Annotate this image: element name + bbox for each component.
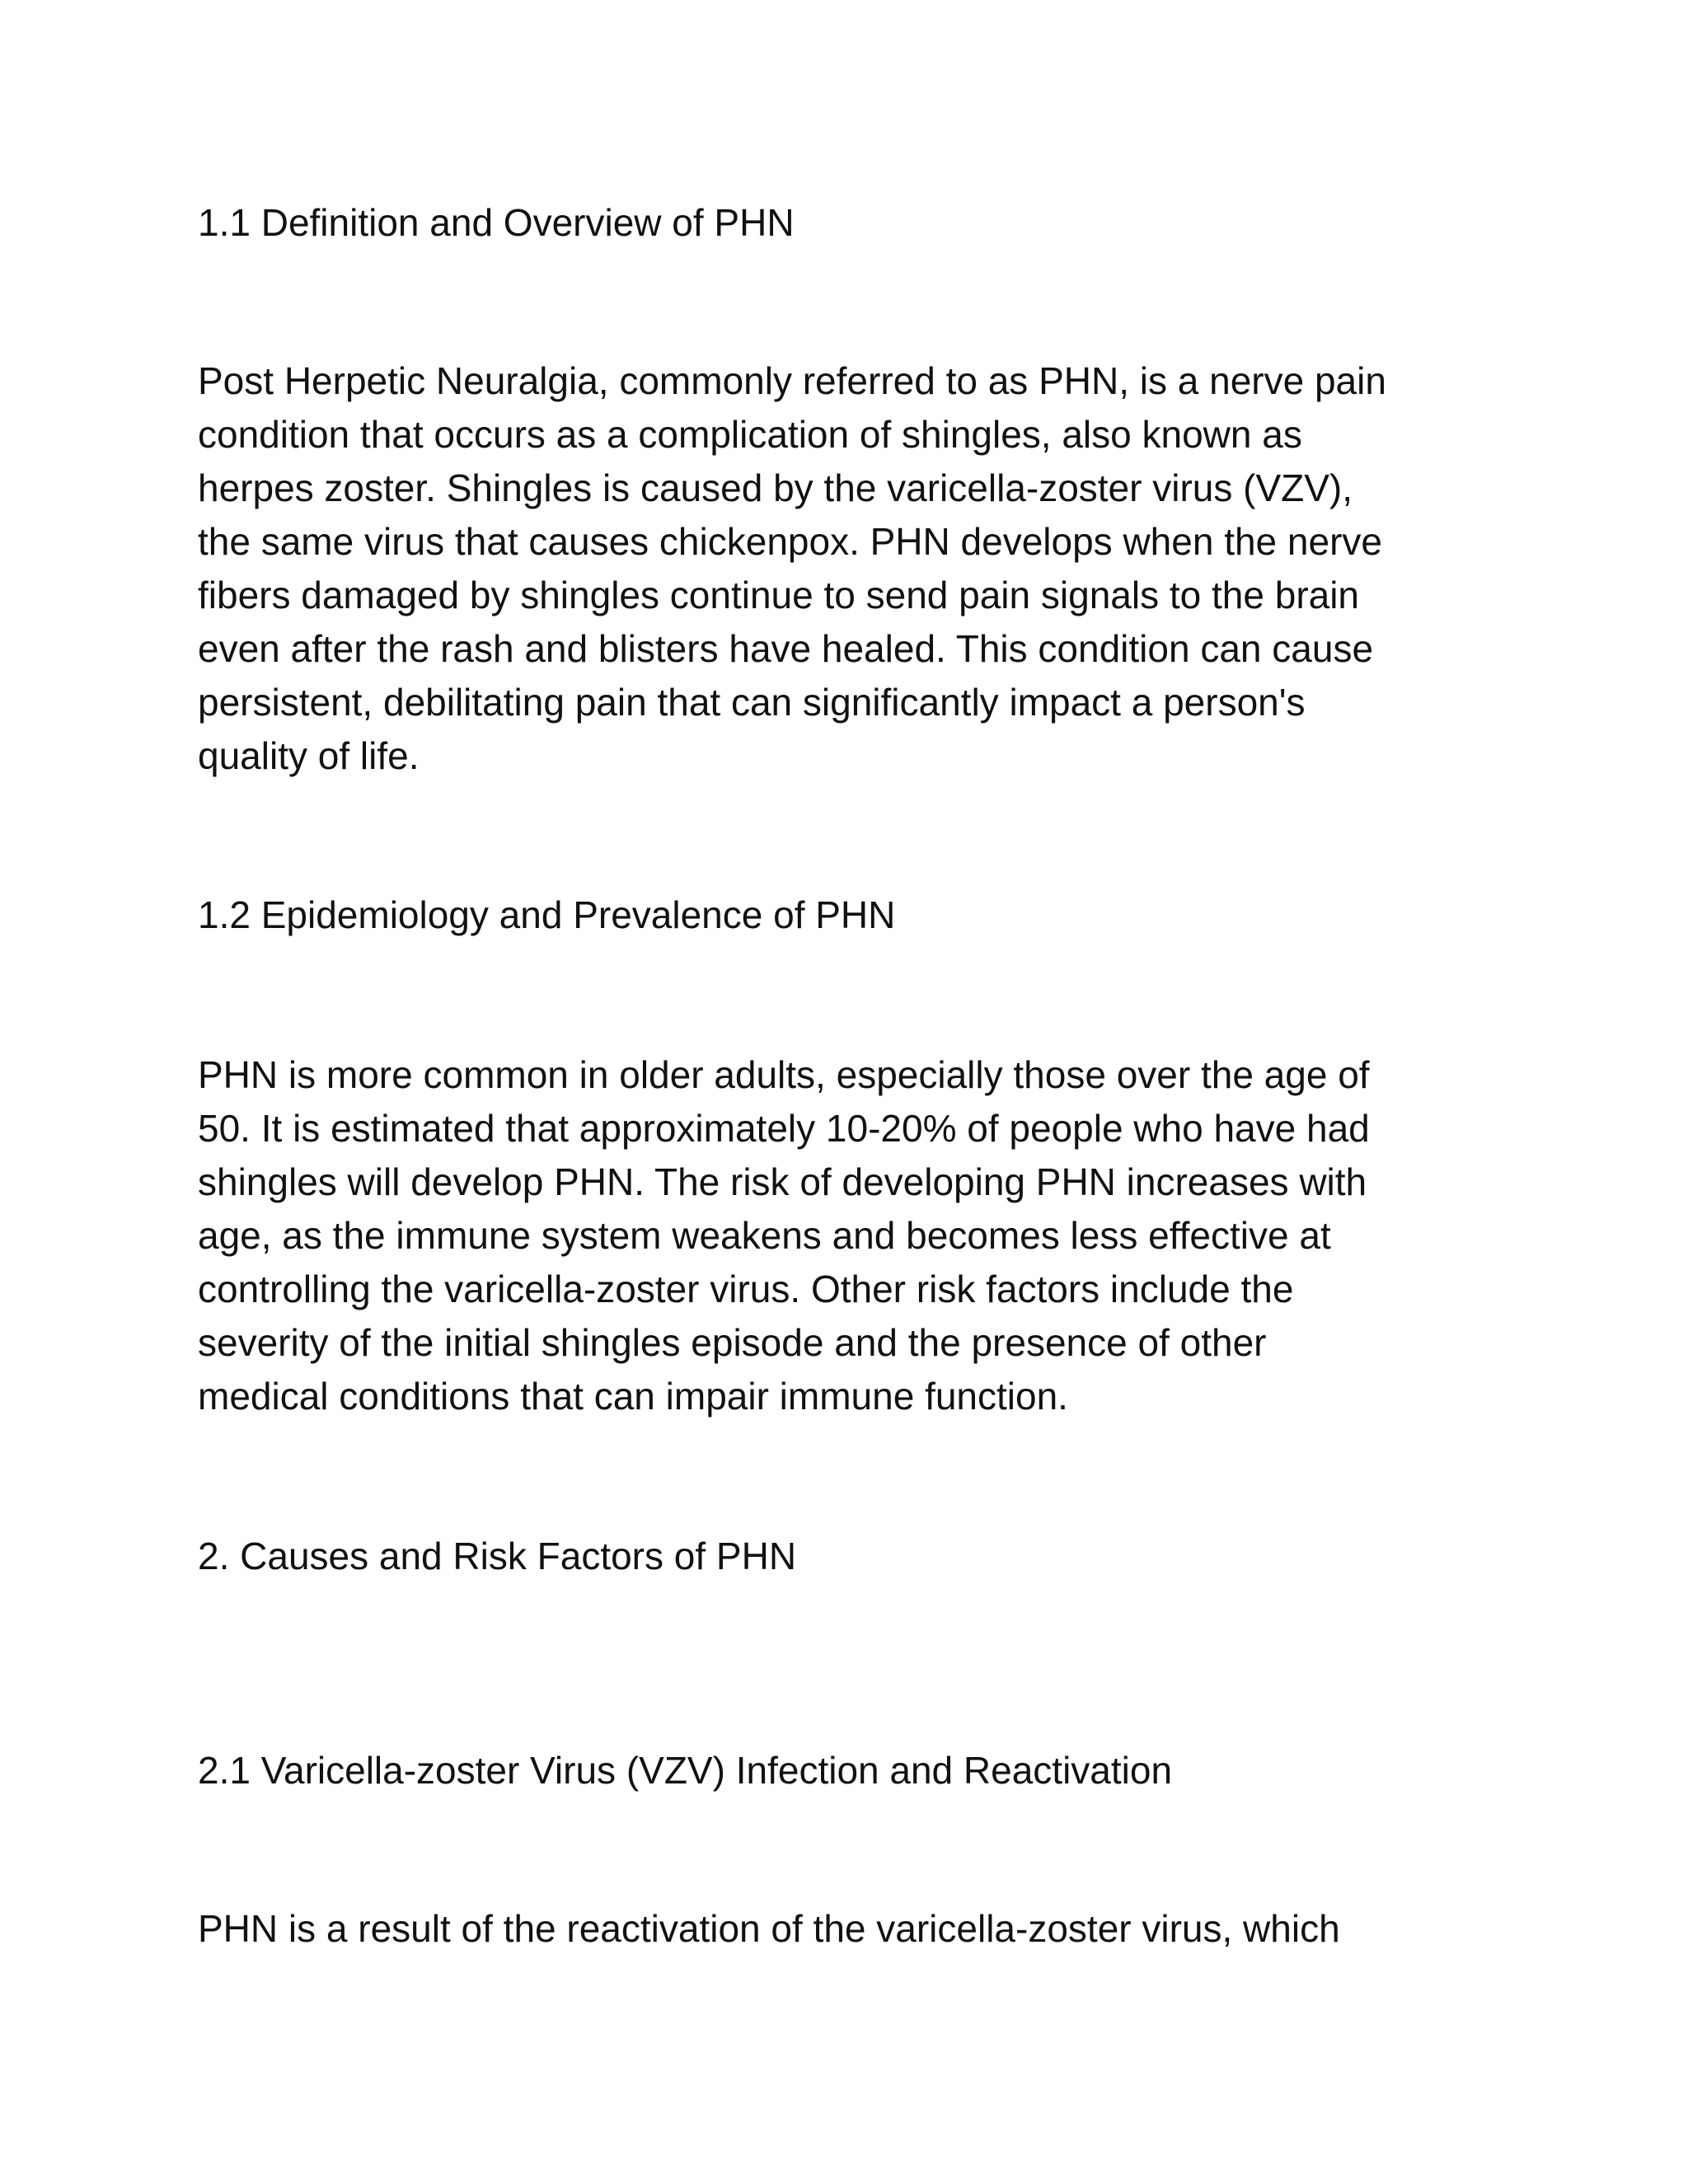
paragraph-line: severity of the initial shingles episode and the presence of other	[198, 1321, 1267, 1364]
paragraph-line: the same virus that causes chickenpox. PHN develops when the nerve	[198, 520, 1382, 563]
paragraph-epidemiology-prevalence	[198, 1048, 1484, 1423]
paragraph-definition-overview	[198, 354, 1484, 783]
paragraph-line: fibers damaged by shingles continue to send pain signals to the brain	[198, 574, 1360, 616]
paragraph-line: PHN is more common in older adults, especially those over the age of	[198, 1053, 1370, 1096]
paragraph-line: persistent, debilitating pain that can significantly impact a person's	[198, 681, 1306, 724]
paragraph-line: age, as the immune system weakens and becomes less effective at	[198, 1214, 1331, 1257]
paragraph-line: PHN is a result of the reactivation of the varicella-zoster virus, which	[198, 1907, 1340, 1950]
paragraph-vzv-reactivation	[198, 1902, 1484, 1956]
section-heading-2-1: 2.1 Varicella-zoster Virus (VZV) Infection and Reactivation	[198, 1749, 1173, 1792]
paragraph-line: herpes zoster. Shingles is caused by the varicella-zoster virus (VZV),	[198, 466, 1353, 509]
paragraph-line: controlling the varicella-zoster virus. Other risk factors include the	[198, 1268, 1294, 1310]
paragraph-line: 50. It is estimated that approximately 10-20% of people who have had	[198, 1107, 1370, 1150]
paragraph-line: shingles will develop PHN. The risk of developing PHN increases with	[198, 1160, 1367, 1203]
section-heading-2: 2. Causes and Risk Factors of PHN	[198, 1535, 797, 1577]
section-heading-1-1: 1.1 Definition and Overview of PHN	[198, 201, 795, 244]
section-heading-1-2: 1.2 Epidemiology and Prevalence of PHN	[198, 893, 896, 936]
paragraph-line: even after the rash and blisters have healed. This condition can cause	[198, 627, 1374, 670]
paragraph-line: condition that occurs as a complication of shingles, also known as	[198, 413, 1302, 456]
paragraph-line: Post Herpetic Neuralgia, commonly referred to as PHN, is a nerve pain	[198, 359, 1386, 402]
paragraph-line: quality of life.	[198, 734, 420, 777]
paragraph-line: medical conditions that can impair immune function.	[198, 1375, 1068, 1418]
